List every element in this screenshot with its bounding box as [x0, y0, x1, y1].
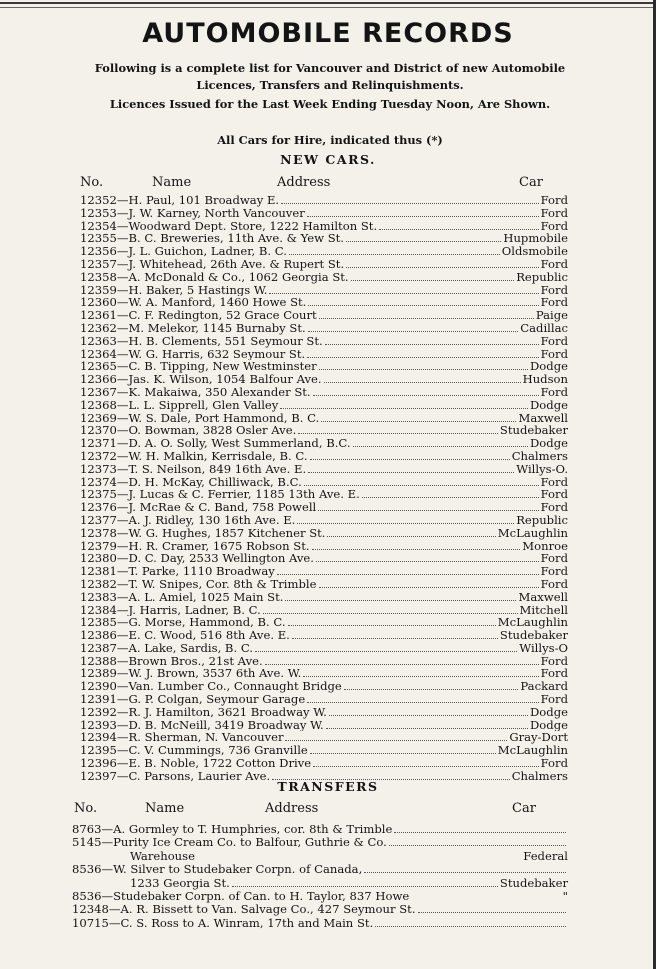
- licence-entry: 12387—A. Lake, Sardis, B. C.: [80, 641, 253, 655]
- dot-leader: [325, 344, 539, 345]
- car-make: Studebaker: [499, 424, 568, 438]
- car-make: McLaughlin: [497, 744, 568, 758]
- dot-leader: [307, 357, 538, 358]
- dot-leader: [308, 305, 538, 306]
- transfer-entry: 8536—Studebaker Corpn. of Can. to H. Taylor, 837 Howe: [72, 890, 410, 904]
- licence-entry: 12364—W. G. Harris, 632 Seymour St.: [80, 347, 306, 361]
- car-make: Ford: [540, 565, 568, 578]
- list-item: [80, 245, 568, 258]
- list-item: [72, 823, 568, 836]
- licence-entry: 12394—R. Sherman, N. Vancouver: [80, 731, 284, 745]
- licence-entry: 12363—H. B. Clements, 551 Seymour St.: [80, 334, 323, 348]
- car-make: Ford: [540, 501, 568, 514]
- licence-entry: 12388—Brown Bros., 21st Ave.: [80, 654, 263, 668]
- dot-leader: [394, 832, 566, 833]
- licence-entry: 12352—H. Paul, 101 Broadway E.: [80, 194, 280, 207]
- transfer-continuation: [72, 877, 568, 890]
- transfer-entry: 10715—C. S. Ross to A. Winram, 17th and Main St.: [72, 916, 374, 930]
- licence-entry: 12396—E. B. Noble, 1722 Cotton Drive: [80, 757, 312, 770]
- dot-leader: [418, 912, 566, 913]
- dot-leader: [329, 715, 528, 716]
- car-make: Ford: [540, 488, 568, 502]
- car-make: Maxwell: [518, 590, 568, 604]
- car-make: Ford: [540, 577, 568, 591]
- list-item: [80, 220, 568, 233]
- dot-leader: [318, 510, 538, 511]
- transfers-col-address: Address: [265, 801, 319, 816]
- licence-entry: 12389—W. J. Brown, 3537 6th Ave. W.: [80, 667, 302, 681]
- licence-entry: 12359—H. Baker, 5 Hastings W.: [80, 283, 268, 297]
- licence-entry: 12367—K. Makaiwa, 350 Alexander St.: [80, 385, 311, 399]
- dot-leader: [344, 689, 519, 690]
- dot-leader: [307, 216, 539, 217]
- dot-leader: [316, 561, 539, 562]
- licence-entry: 12353—J. W. Karney, North Vancouver: [80, 206, 305, 220]
- car-make: McLaughlin: [497, 616, 568, 630]
- licence-entry: 12358—A. McDonald & Co., 1062 Georgia St.: [80, 270, 349, 284]
- car-make: Ford: [540, 219, 568, 233]
- transfers-col-car: Car: [512, 801, 536, 816]
- dot-leader: [362, 497, 539, 498]
- list-item: [72, 836, 568, 863]
- dot-leader: [319, 369, 528, 370]
- list-item: [80, 194, 568, 207]
- list-item: [72, 903, 568, 916]
- car-make: Cadillac: [520, 321, 568, 335]
- new-cars-col-address: Address: [277, 175, 331, 190]
- car-make: Paige: [535, 309, 568, 322]
- licence-entry: 12382—T. W. Snipes, Cor. 8th & Trimble: [80, 577, 317, 591]
- top-rule-thin: [0, 7, 656, 8]
- dot-leader: [375, 926, 566, 927]
- car-make: Republic: [516, 513, 568, 527]
- licence-entry: 12365—C. B. Tipping, New Westminster: [80, 360, 317, 374]
- transfer-line: [72, 836, 568, 849]
- list-item: [72, 890, 568, 903]
- licence-entry: 12368—L. L. Sipprell, Glen Valley: [80, 398, 279, 412]
- car-make: Mitchell: [519, 603, 568, 617]
- list-item: [80, 348, 568, 361]
- new-cars-list: [80, 194, 568, 783]
- new-cars-col-name: Name: [152, 175, 192, 190]
- car-make: Ford: [540, 194, 568, 207]
- car-make: Republic: [516, 270, 568, 284]
- list-item: [80, 373, 568, 386]
- licence-entry: 12369—W. S. Dale, Port Hammond, B. C.: [80, 411, 320, 425]
- list-item: [80, 655, 568, 668]
- list-item: [80, 565, 568, 578]
- dot-leader: [277, 574, 539, 575]
- transfers-col-no: No.: [74, 801, 98, 816]
- list-item: [80, 540, 568, 553]
- dot-leader: [308, 331, 519, 332]
- new-cars-col-no: No.: [80, 175, 104, 190]
- car-make: Ford: [540, 693, 568, 706]
- dot-leader: [310, 753, 496, 754]
- list-item: [80, 667, 568, 680]
- car-make: Hudson: [522, 373, 568, 386]
- licence-entry: 12354—Woodward Dept. Store, 1222 Hamilton St.: [80, 219, 378, 233]
- list-item: [80, 207, 568, 220]
- car-make: Maxwell: [518, 411, 568, 425]
- car-make: Oldsmobile: [501, 245, 568, 258]
- dot-leader: [313, 766, 539, 767]
- car-make: Ford: [540, 347, 568, 361]
- dot-leader: [312, 549, 521, 550]
- car-make: Monroe: [522, 539, 568, 553]
- new-cars-col-car: Car: [519, 175, 543, 190]
- car-make: Dodge: [530, 398, 568, 412]
- car-make: Willys-O: [519, 641, 568, 655]
- dot-leader: [303, 676, 538, 677]
- dot-leader: [285, 600, 516, 601]
- car-make: Ford: [540, 334, 568, 348]
- licence-entry: 12384—J. Harris, Ladner, B. C.: [80, 603, 261, 617]
- car-make: Dodge: [530, 360, 568, 374]
- list-item: [80, 488, 568, 501]
- dot-leader: [285, 740, 507, 741]
- dot-leader: [298, 433, 498, 434]
- car-make: Ford: [540, 206, 568, 220]
- list-item: [80, 629, 568, 642]
- list-item: [80, 424, 568, 437]
- licence-entry: 12381—T. Parke, 1110 Broadway: [80, 565, 275, 578]
- list-item: [80, 271, 568, 284]
- licence-entry: 12355—B. C. Breweries, 11th Ave. & Yew St.: [80, 232, 344, 246]
- list-item: [80, 412, 568, 425]
- car-make: Federal: [523, 848, 568, 863]
- list-item: [80, 527, 568, 540]
- car-make: ": [562, 890, 568, 904]
- dot-leader: [265, 664, 539, 665]
- dot-leader: [269, 293, 538, 294]
- licence-entry: 12375—J. Lucas & C. Ferrier, 1185 13th Ave. E.: [80, 488, 360, 502]
- dot-leader: [364, 872, 566, 873]
- list-item: [80, 757, 568, 770]
- intro-hire-note: All Cars for Hire, indicated thus (*): [217, 133, 443, 147]
- list-item: [80, 744, 568, 757]
- list-item: [80, 514, 568, 527]
- transfer-line: [72, 890, 568, 903]
- licence-entry: 12377—A. J. Ridley, 130 16th Ave. E.: [80, 513, 296, 527]
- list-item: [80, 450, 568, 463]
- car-make: Ford: [540, 283, 568, 297]
- list-item: [80, 476, 568, 489]
- list-item: [80, 719, 568, 732]
- dot-leader: [307, 702, 538, 703]
- licence-entry: 12370—O. Bowman, 3828 Osler Ave.: [80, 424, 297, 438]
- list-item: [80, 501, 568, 514]
- car-make: Dodge: [530, 718, 568, 732]
- car-make: Dodge: [530, 437, 568, 450]
- transfers-heading: TRANSFERS: [277, 779, 379, 794]
- dot-leader: [327, 536, 495, 537]
- list-item: [80, 616, 568, 629]
- list-item: [80, 284, 568, 297]
- car-make: McLaughlin: [497, 526, 568, 540]
- car-make: Ford: [540, 667, 568, 681]
- continuation-text: Warehouse: [130, 848, 195, 863]
- dot-leader: [281, 203, 539, 204]
- licence-entry: 12379—H. R. Cramer, 1675 Robson St.: [80, 539, 310, 553]
- list-item: [80, 693, 568, 706]
- list-item: [80, 591, 568, 604]
- dot-leader: [326, 728, 528, 729]
- dot-leader: [319, 318, 534, 319]
- continuation-text: 1233 Georgia St.: [130, 875, 230, 890]
- dot-leader: [351, 280, 515, 281]
- licence-entry: 12372—W. H. Malkin, Kerrisdale, B. C.: [80, 449, 308, 463]
- licence-entry: 12376—J. McRae & C. Band, 758 Powell: [80, 501, 317, 514]
- dot-leader: [232, 886, 498, 887]
- car-make: Willys-O.: [516, 462, 568, 476]
- car-make: Ford: [540, 475, 568, 489]
- licence-entry: 12373—T. S. Neilson, 849 16th Ave. E.: [80, 462, 307, 476]
- list-item: [80, 360, 568, 373]
- list-item: [80, 642, 568, 655]
- dot-leader: [308, 472, 514, 473]
- transfer-continuation: [72, 850, 568, 863]
- licence-entry: 12397—C. Parsons, Laurier Ave.: [80, 769, 271, 783]
- licence-entry: 12356—J. L. Guichon, Ladner, B. C.: [80, 245, 287, 258]
- dot-leader: [280, 408, 528, 409]
- car-make: Gray-Dort: [509, 731, 568, 745]
- transfer-line: [72, 917, 568, 930]
- car-make: Studebaker: [499, 875, 568, 890]
- intro-paragraph-week: Licences Issued for the Last Week Ending Tuesday Noon, Are Shown.: [109, 97, 551, 111]
- licence-entry: 12391—G. P. Colgan, Seymour Garage: [80, 693, 306, 706]
- transfer-entry: 8763—A. Gormley to T. Humphries, cor. 8th & Trimble: [72, 823, 393, 836]
- list-item: [80, 258, 568, 271]
- licence-entry: 12390—Van. Lumber Co., Connaught Bridge: [80, 680, 342, 694]
- dot-leader: [321, 421, 516, 422]
- list-item: [72, 917, 568, 930]
- list-item: [80, 463, 568, 476]
- list-item: [80, 680, 568, 693]
- car-make: Ford: [540, 257, 568, 271]
- dot-leader: [353, 446, 528, 447]
- transfer-entry: 12348—A. R. Bissett to Van. Salvage Co., 427 Seymour St.: [72, 903, 416, 917]
- dot-leader: [346, 267, 538, 268]
- intro-paragraph: Following is a complete list for Vancouver and District of new Automobile Licences, Transfers and Relinquishments.: [94, 61, 566, 92]
- list-item: [80, 386, 568, 399]
- transfer-entry: 8536—W. Silver to Studebaker Corpn. of Canada,: [72, 863, 363, 877]
- list-item: [80, 322, 568, 335]
- transfer-line: [72, 903, 568, 916]
- dot-leader: [310, 459, 510, 460]
- transfer-line: [72, 863, 568, 876]
- licence-entry: 12362—M. Melekor, 1145 Burnaby St.: [80, 321, 306, 335]
- list-item: [72, 863, 568, 890]
- dot-leader: [288, 625, 496, 626]
- transfers-list: [72, 823, 568, 930]
- list-item: [80, 706, 568, 719]
- licence-entry: 12392—R. J. Hamilton, 3621 Broadway W.: [80, 705, 327, 719]
- list-item: [80, 296, 568, 309]
- licence-entry: 12385—G. Morse, Hammond, B. C.: [80, 616, 286, 630]
- licence-entry: 12371—D. A. O. Solly, West Summerland, B.C.: [80, 437, 351, 450]
- list-item: [80, 399, 568, 412]
- licence-entry: 12383—A. L. Amiel, 1025 Main St.: [80, 590, 284, 604]
- car-make: Ford: [540, 296, 568, 310]
- dot-leader: [297, 523, 514, 524]
- page-title: AUTOMOBILE RECORDS: [142, 18, 514, 49]
- car-make: Ford: [540, 654, 568, 668]
- car-make: Hupmobile: [503, 232, 568, 246]
- licence-entry: 12386—E. C. Wood, 516 8th Ave. E.: [80, 629, 290, 642]
- dot-leader: [319, 587, 539, 588]
- licence-entry: 12357—J. Whitehead, 26th Ave. & Rupert St.: [80, 257, 345, 271]
- dot-leader: [346, 241, 501, 242]
- car-make: Ford: [540, 552, 568, 566]
- list-item: [80, 731, 568, 744]
- car-make: Ford: [540, 757, 568, 770]
- car-make: Packard: [520, 680, 568, 694]
- list-item: [80, 232, 568, 245]
- dot-leader: [292, 638, 498, 639]
- list-item: [80, 578, 568, 591]
- dot-leader: [263, 613, 518, 614]
- car-make: Dodge: [530, 705, 568, 719]
- car-make: Ford: [540, 385, 568, 399]
- new-cars-heading: NEW CARS.: [280, 152, 376, 167]
- licence-entry: 12380—D. C. Day, 2533 Wellington Ave.: [80, 552, 314, 566]
- list-item: [80, 335, 568, 348]
- dot-leader: [313, 395, 539, 396]
- list-item: [80, 309, 568, 322]
- list-item: [80, 604, 568, 617]
- licence-entry: 12361—C. F. Redington, 52 Grace Court: [80, 309, 317, 322]
- dot-leader: [389, 845, 566, 846]
- car-make: Chalmers: [511, 449, 568, 463]
- dot-leader: [289, 254, 500, 255]
- licence-entry: 12366—Jas. K. Wilson, 1054 Balfour Ave.: [80, 373, 322, 386]
- licence-entry: 12374—D. H. McKay, Chilliwack, B.C.: [80, 475, 302, 489]
- licence-entry: 12393—D. B. McNeill, 3419 Broadway W.: [80, 718, 324, 732]
- licence-entry: 12360—W. A. Manford, 1460 Howe St.: [80, 296, 307, 310]
- transfer-line: [72, 823, 568, 836]
- car-make: Chalmers: [511, 769, 568, 783]
- car-make: Studebaker: [499, 629, 568, 642]
- licence-entry: 12378—W. G. Hughes, 1857 Kitchener St.: [80, 526, 326, 540]
- top-rule: [0, 2, 656, 4]
- licence-entry: 12395—C. V. Cummings, 736 Granville: [80, 744, 308, 758]
- transfer-entry: 5145—Purity Ice Cream Co. to Balfour, Guthrie & Co.: [72, 836, 387, 850]
- dot-leader: [304, 485, 539, 486]
- dot-leader: [255, 651, 517, 652]
- transfers-col-name: Name: [145, 801, 185, 816]
- list-item: [80, 552, 568, 565]
- dot-leader: [324, 382, 521, 383]
- dot-leader: [379, 229, 539, 230]
- list-item: [80, 437, 568, 450]
